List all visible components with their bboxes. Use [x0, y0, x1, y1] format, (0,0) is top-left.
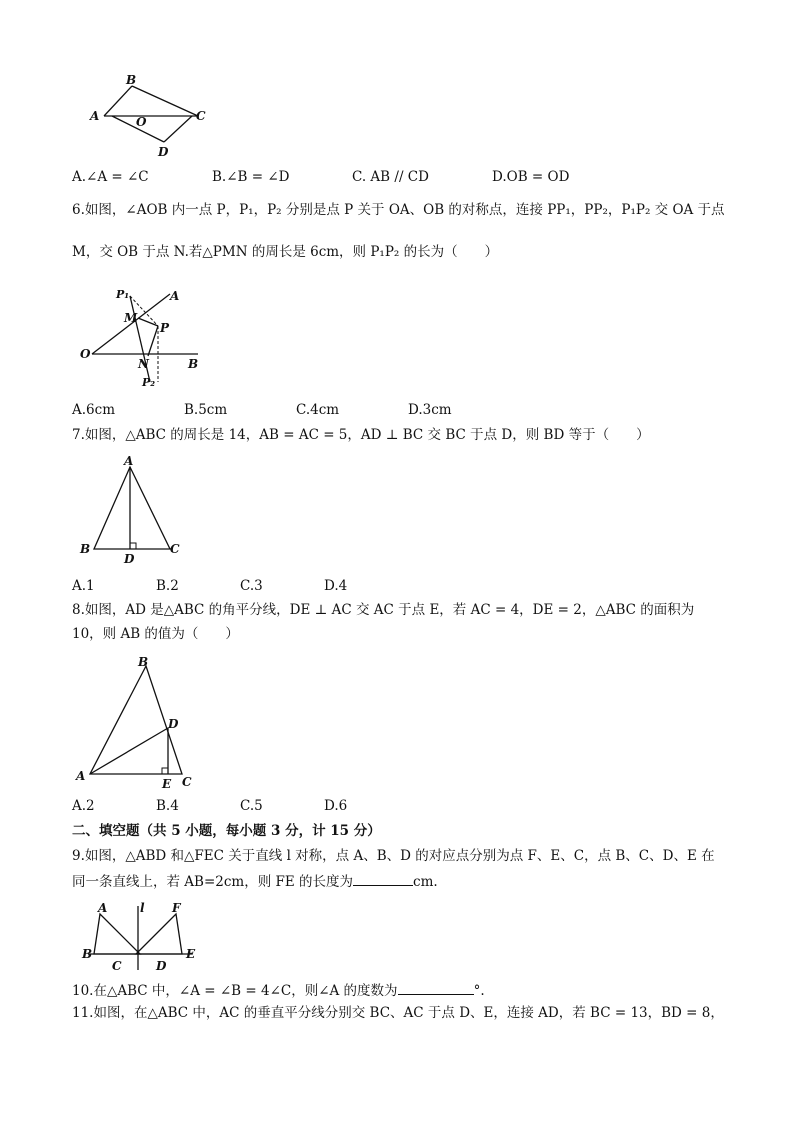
q7-label-A: A — [124, 454, 134, 468]
q8-label-E: E — [162, 777, 172, 790]
q8-option-a: A.2 — [72, 798, 95, 814]
q6-option-a: A.6cm — [72, 402, 115, 418]
q7-stem-line1: 7.如图，△ABC 的周长是 14，AB = AC = 5，AD ⊥ BC 交 BC 于点 D，则 BD 等于（ ） — [72, 427, 650, 443]
q9-stem-line2-unit: cm. — [413, 874, 438, 890]
q5-label-A: A — [90, 109, 100, 123]
q10-stem-text: 10.在△ABC 中，∠A = ∠B = 4∠C，则∠A 的度数为 — [72, 983, 398, 999]
q7-figure — [78, 453, 188, 567]
q10-stem-unit: °. — [473, 983, 485, 999]
q8-label-A: A — [76, 769, 86, 783]
q5-label-D: D — [158, 145, 169, 159]
q7-option-c: C.3 — [240, 578, 263, 594]
q8-label-D: D — [168, 717, 179, 731]
q6-label-M: M — [124, 311, 138, 325]
q6-option-c: C.4cm — [296, 402, 340, 418]
q8-label-C: C — [182, 775, 192, 789]
q5-label-C: C — [196, 109, 206, 123]
q5-label-O: O — [136, 115, 147, 129]
q9-label-l: l — [140, 901, 145, 915]
q8-option-c: C.5 — [240, 798, 263, 814]
q9-label-E: E — [186, 947, 196, 961]
q9-stem-line2-text: 同一条直线上，若 AB=2cm，则 FE 的长度为 — [72, 874, 354, 890]
q6-label-A: A — [170, 289, 180, 303]
q8-figure — [74, 652, 198, 790]
q8-stem-line1: 8.如图，AD 是△ABC 的角平分线，DE ⊥ AC 交 AC 于点 E，若 AC = 4，DE = 2，△ABC 的面积为 — [72, 602, 695, 618]
q7-option-b: B.2 — [156, 578, 179, 594]
q6-label-P1: P₁ — [116, 288, 130, 301]
q5-option-a: A.∠A = ∠C — [72, 169, 149, 185]
q6-figure — [78, 282, 208, 390]
q7-label-B: B — [80, 542, 91, 556]
q11-stem-line1: 11.如图，在△ABC 中，AC 的垂直平分线分别交 BC、AC 于点 D、E，连接 AD，若 BC = 13，BD = 8， — [72, 1005, 724, 1021]
q6-label-B: B — [188, 357, 199, 371]
q5-option-d: D.OB = OD — [492, 169, 570, 185]
q9-label-D: D — [156, 959, 167, 973]
q6-label-O: O — [80, 347, 91, 361]
q6-label-N: N — [138, 357, 149, 371]
q7-label-C: C — [170, 542, 180, 556]
q9-figure — [80, 900, 200, 974]
q9-label-C: C — [112, 959, 122, 973]
q10-stem — [72, 980, 485, 1000]
q5-figure — [88, 72, 218, 160]
q7-option-a: A.1 — [72, 578, 95, 594]
q9-label-A: A — [98, 901, 108, 915]
q9-stem-line2 — [72, 871, 438, 891]
q6-label-P2: P₂ — [142, 376, 156, 389]
q8-stem-line2: 10，则 AB 的值为（ ） — [72, 626, 239, 642]
q9-label-B: B — [82, 947, 93, 961]
q9-stem-line1: 9.如图，△ABD 和△FEC 关于直线 l 对称，点 A、B、D 的对应点分别为点 F、E、C，点 B、C、D、E 在 — [72, 848, 715, 864]
q9-answer-blank[interactable] — [353, 871, 413, 886]
q8-option-d: D.6 — [324, 798, 348, 814]
q5-label-B: B — [126, 73, 137, 87]
q6-option-b: B.5cm — [184, 402, 228, 418]
q7-option-d: D.4 — [324, 578, 348, 594]
q6-stem-line2: M，交 OB 于点 N.若△PMN 的周长是 6cm，则 P₁P₂ 的长为（ ） — [72, 244, 499, 260]
q8-option-b: B.4 — [156, 798, 179, 814]
q8-label-B: B — [138, 655, 149, 669]
q5-option-c: C. AB // CD — [352, 169, 429, 185]
q9-label-F: F — [172, 901, 181, 915]
q6-option-d: D.3cm — [408, 402, 452, 418]
q5-option-b: B.∠B = ∠D — [212, 169, 290, 185]
q7-label-D: D — [124, 552, 135, 566]
section-2-heading: 二、填空题（共 5 小题，每小题 3 分，计 15 分） — [72, 823, 381, 839]
q10-answer-blank[interactable] — [398, 980, 474, 995]
q6-label-P: P — [160, 321, 170, 335]
q6-stem-line1: 6.如图，∠AOB 内一点 P，P₁，P₂ 分别是点 P 关于 OA、OB 的对称点，连接 PP₁，PP₂，P₁P₂ 交 OA 于点 — [72, 202, 725, 218]
